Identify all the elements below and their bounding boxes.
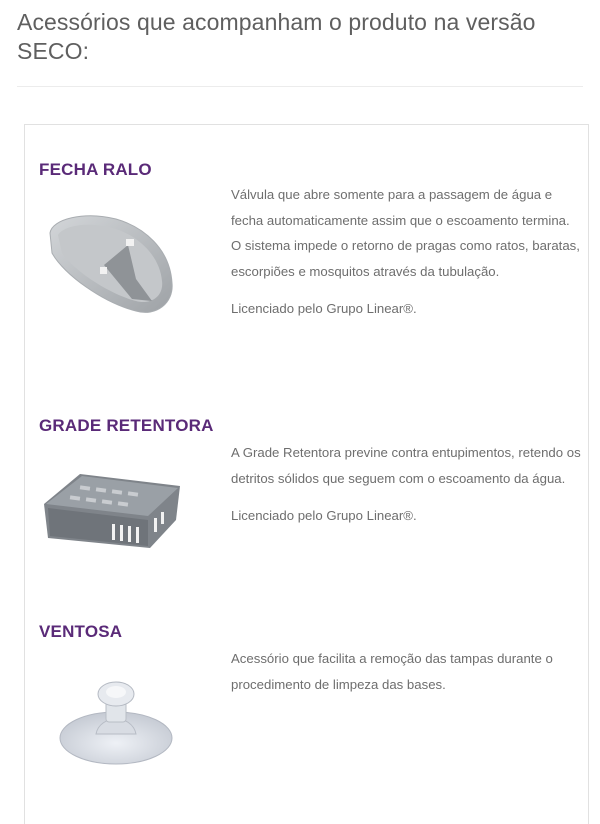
fecha-ralo-license: Licenciado pelo Grupo Linear®. [231, 301, 417, 317]
grade-retentora-license: Licenciado pelo Grupo Linear®. [231, 508, 417, 524]
ventosa-image [56, 672, 176, 768]
ventosa-description [231, 646, 581, 697]
grade-retentora-text: A Grade Retentora previne contra entupimentos, retendo os detritos sólidos que seguem com o escoamento da água. [231, 445, 581, 486]
ventosa-text: Acessório que facilita a remoção das tampas durante o procedimento de limpeza das bases. [231, 651, 553, 692]
accessory-heading-grade-retentora: GRADE RETENTORA [39, 416, 214, 435]
grade-retentora-description [231, 440, 581, 529]
fecha-ralo-image [44, 205, 179, 323]
title-divider [17, 86, 583, 87]
accessory-heading-fecha-ralo: FECHA RALO [39, 160, 152, 179]
fecha-ralo-text: Válvula que abre somente para a passagem de água e fecha automaticamente assim que o escoamento termina. O sistema impede o retorno de pragas como ratos, baratas, escorpiões e mosquitos através da tubulação. [231, 187, 580, 279]
grade-retentora-image [40, 468, 186, 552]
page-title: Acessórios que acompanham o produto na versão SECO: [17, 9, 536, 64]
accessory-heading-ventosa: VENTOSA [39, 622, 123, 641]
fecha-ralo-description [231, 182, 581, 322]
